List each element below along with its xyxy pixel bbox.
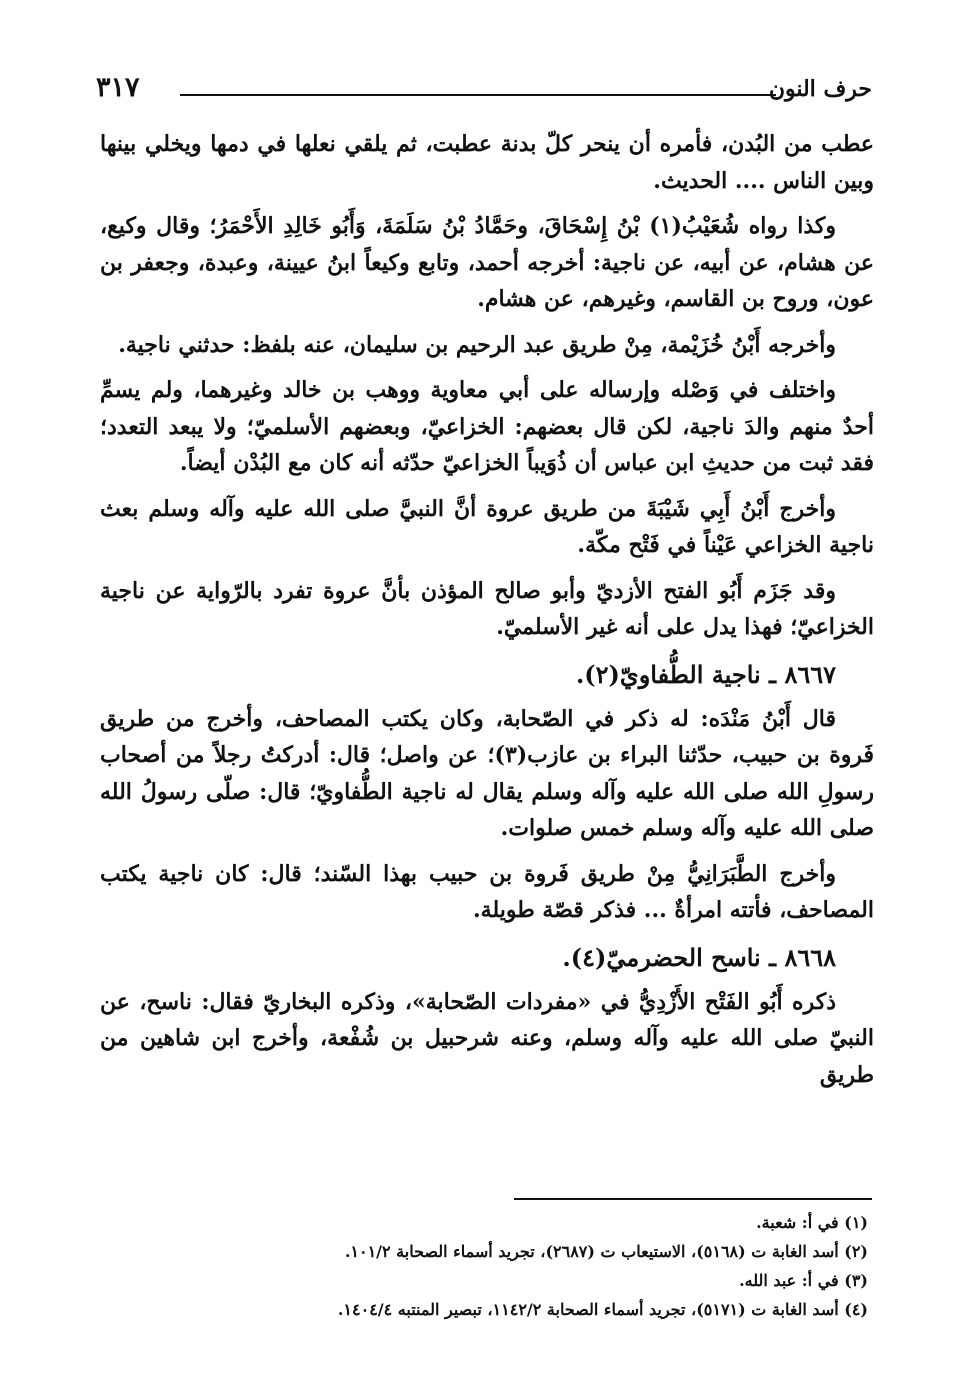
chapter-title: حرف النون [768, 76, 872, 102]
paragraph: وأخرجه أَبْنُ خُزَيْمة، مِنْ طريق عبد الرحيم بن سليمان، عنه بلفظ: حدثني ناجية. [118, 331, 836, 358]
paragraph: ذكره أَبُو الفَتْح الأَزْدِيُّ في «مفردات الصّحابة»، وذكره البخاريّ فقال: ناسح، عن النبيّ صلى الله عليه وآله وسلم، وعنه شرحبيل بن شُفْعة، وأخرج ابن شاهين من طريق [100, 988, 874, 1088]
header-rule [180, 94, 776, 96]
paragraph: عطب من البُدن، فأمره أن ينحر كلّ بدنة عطبت، ثم يلقي نعلها في دمها ويخلي بينها وبين الناس .... الحديث. [100, 131, 874, 194]
footnote: (٢) أسد الغابة ت (٥١٦٨)، الاستيعاب ت (٢٦٨٧)، تجريد أسماء الصحابة ١٠١/٢. [344, 1242, 868, 1261]
main-text [100, 126, 874, 1102]
footnote: (١) في أ: شعبة. [756, 1213, 868, 1232]
page-number: ٣١٧ [96, 72, 140, 103]
paragraph: وقد جَزَم أَبُو الفتح الأزديّ وأبو صالح المؤذن بأنَّ عروة تفرد بالرّواية عن ناجية الخزاعيّ؛ فهذا يدل على أنه غير الأسلميّ. [100, 577, 874, 640]
paragraph: وأخرج أَبْنُ أَبِي شَيْبَةَ من طريق عروة أنَّ النبيَّ صلى الله عليه وآله وسلم بعث ناجية الخزاعي عَيْناً في فَتْح مكّة. [100, 495, 874, 558]
paragraph: وأخرج الطَّبَرَانِيُّ مِنْ طريق فَروة بن حبيب بهذا السّند؛ قال: كان ناجية يكتب المصاحف، فأتته امرأةٌ ... فذكر قصّة طويلة. [100, 860, 874, 923]
entry-heading: ٨٦٦٧ ـ ناجية الطُّفاويّ(٢). [575, 659, 836, 689]
paragraph: قال أَبْنُ مَنْدَه: له ذكر في الصّحابة، وكان يكتب المصاحف، وأخرج من طريق فَروة بن حبيب، حدّثنا البراء بن عازب(٣)؛ عن واصل؛ قال: أدركتُ رجلاً من أصحاب رسولِ الله صلى الله عليه وآله وسلم يقال له ناجية الطُّفاويّ؛ قال: صلّى رسولُ الله صلى الله عليه وآله وسلم خمس صلوات. [100, 705, 875, 841]
footnote: (٤) أسد الغابة ت (٥١٧١)، تجريد أسماء الصحابة ١١٤٢/٢، تبصير المنتبه ١٤٠٤/٤. [337, 1300, 868, 1319]
footnote: (٣) في أ: عبد الله. [739, 1271, 868, 1290]
entry-heading: ٨٦٦٨ ـ ناسح الحضرميّ(٤). [562, 942, 836, 972]
running-header [96, 72, 872, 112]
paragraph: واختلف في وَصْله وإرساله على أبي معاوية ووهب بن خالد وغيرهما، ولم يسمِّ أحدٌ منهم والدَ ناجية، لكن قال بعضهم: الخزاعيّ، وبعضهم الأسلميّ؛ ولا يبعد التعدد؛ فقد ثبت من حديثِ ابن عباس أن ذُوَيباً الخزاعيّ حدّثه أنه كان مع البُدْن أيضاً. [100, 377, 874, 476]
footnote-rule [514, 1198, 872, 1200]
paragraph: وكذا رواه شُعَيْبُ(١) بْنُ إِسْحَاقَ، وحَمَّادُ بْنُ سَلَمَةَ، وَأَبُو خَالِدِ الأَحْمَرُ؛ وقال وكيع، عن هشام، عن أبيه، عن ناجية: أخرجه أحمد، وتابع وكيعاً ابنُ عيينة، وعبدة، وجعفر بن عون، وروح بن القاسم، وغيرهم، عن هشام. [100, 213, 874, 312]
footnotes [100, 1208, 868, 1324]
